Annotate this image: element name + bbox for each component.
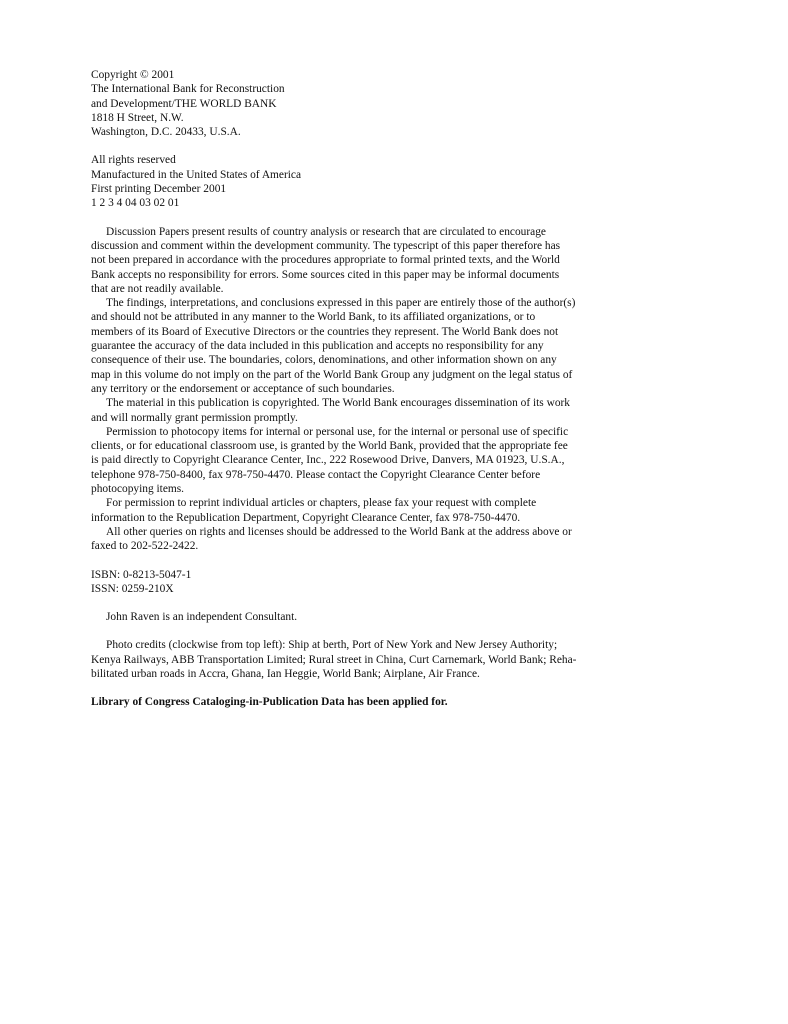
paragraph-line: that are not readily available.: [91, 282, 224, 295]
copyright-line: and Development/THE WORLD BANK: [91, 97, 277, 110]
paragraph-line: Bank accepts no responsibility for errors. Some sources cited in this paper may be informal documents: [91, 268, 560, 281]
paragraph-line: telephone 978-750-8400, fax 978-750-4470. Please contact the Copyright Clearance Center before: [91, 468, 541, 481]
copyright-line: The International Bank for Reconstruction: [91, 83, 285, 96]
paragraph-line: is paid directly to Copyright Clearance Center, Inc., 222 Rosewood Drive, Danvers, MA 01923, U.S.A.,: [91, 454, 565, 467]
paragraph-line: and will normally grant permission promptly.: [91, 411, 298, 424]
paragraph-line: clients, or for educational classroom use, is granted by the World Bank, provided that the appropriate fee: [91, 440, 568, 453]
photocopy-permission-paragraph: [91, 425, 691, 496]
paragraph-line: The findings, interpretations, and conclusions expressed in this paper are entirely those of the author(s): [106, 297, 576, 310]
copyright-block: [91, 68, 691, 139]
cip-note: [91, 695, 691, 709]
identifiers-block: [91, 568, 691, 597]
rights-block: [91, 153, 691, 210]
other-queries-paragraph: [91, 525, 691, 554]
legal-paragraphs: [91, 225, 691, 554]
issn: ISSN: 0259-210X: [91, 582, 174, 595]
paragraph-line: discussion and comment within the development community. The typescript of this paper therefore has: [91, 239, 561, 252]
paragraph-line: map in this volume do not imply on the part of the World Bank Group any judgment on the legal status of: [91, 368, 573, 381]
paragraph-line: faxed to 202-522-2422.: [91, 540, 199, 553]
paragraph-line: any territory or the endorsement or acceptance of such boundaries.: [91, 382, 395, 395]
paragraph-line: consequence of their use. The boundaries, colors, denominations, and other information shown on any: [91, 354, 557, 367]
paragraph-line: All other queries on rights and licenses should be addressed to the World Bank at the address above or: [106, 525, 572, 538]
discussion-paper-paragraph: [91, 225, 691, 296]
copyright-line: 1818 H Street, N.W.: [91, 111, 184, 124]
copyright-line: Washington, D.C. 20433, U.S.A.: [91, 126, 241, 139]
paragraph-line: members of its Board of Executive Directors or the countries they represent. The World Bank does not: [91, 325, 559, 338]
photo-credits-line: bilitated urban roads in Accra, Ghana, Ian Heggie, World Bank; Airplane, Air France.: [91, 667, 480, 680]
copyrighted-material-paragraph: [91, 396, 691, 425]
paragraph-line: The material in this publication is copyrighted. The World Bank encourages dissemination of its work: [106, 397, 571, 410]
photo-credits: [91, 638, 691, 681]
copyright-page: [91, 68, 691, 710]
rights-line: Manufactured in the United States of America: [91, 168, 302, 181]
photo-credits-line: Kenya Railways, ABB Transportation Limited; Rural street in China, Curt Carnemark, World Bank; Reha-: [91, 653, 577, 666]
paragraph-line: information to the Republication Department, Copyright Clearance Center, fax 978-750-4470.: [91, 511, 521, 524]
paragraph-line: For permission to reprint individual articles or chapters, please fax your request with complete: [106, 497, 537, 510]
isbn: ISBN: 0-8213-5047-1: [91, 568, 192, 581]
paragraph-line: and should not be attributed in any manner to the World Bank, to its affiliated organizations, or to: [91, 311, 536, 324]
paragraph-line: guarantee the accuracy of the data included in this publication and accepts no responsibility for any: [91, 340, 544, 353]
paragraph-line: not been prepared in accordance with the procedures appropriate to formal printed texts, and the World: [91, 254, 560, 267]
cip-note-text: Library of Congress Cataloging-in-Publication Data has been applied for.: [91, 696, 448, 709]
copyright-line: Copyright © 2001: [91, 69, 175, 81]
paragraph-line: Discussion Papers present results of country analysis or research that are circulated to encourage: [106, 225, 546, 238]
reprint-permission-paragraph: [91, 496, 691, 525]
paragraph-line: photocopying items.: [91, 483, 185, 496]
paragraph-line: Permission to photocopy items for internal or personal use, for the internal or personal use of specific: [106, 425, 569, 438]
rights-line: First printing December 2001: [91, 183, 227, 196]
author-note-text: John Raven is an independent Consultant.: [106, 611, 298, 624]
photo-credits-line: Photo credits (clockwise from top left): Ship at berth, Port of New York and New Jersey Authority;: [106, 639, 558, 652]
rights-line: All rights reserved: [91, 154, 176, 167]
author-note: [91, 610, 691, 624]
rights-line: 1 2 3 4 04 03 02 01: [91, 197, 180, 210]
findings-paragraph: [91, 296, 691, 396]
